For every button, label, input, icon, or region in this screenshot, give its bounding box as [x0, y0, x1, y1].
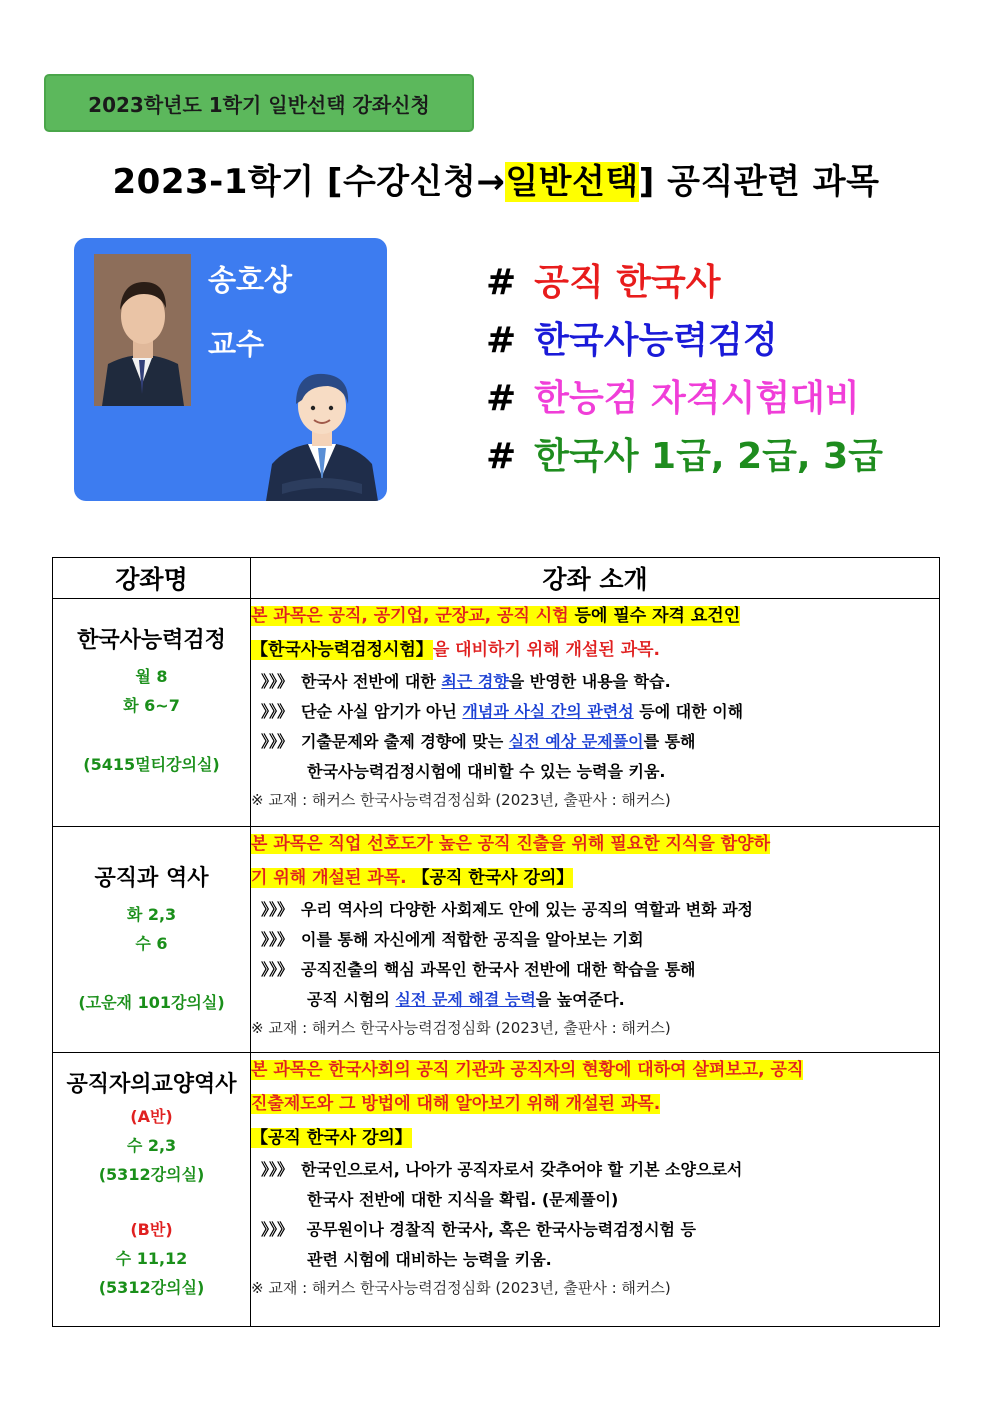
bullet-text: 기출문제와 출제 경향에 맞는 [301, 732, 509, 751]
bullet-marker: 》》》 [261, 960, 294, 979]
course-schedule: 화 6~7 [123, 696, 180, 715]
intro-text: 진출제도와 그 방법에 대해 알아보기 위해 개설된 과목. [251, 1094, 661, 1114]
intro-text: 【공직 한국사 강의】 [412, 868, 574, 888]
topic-tags [486, 254, 883, 486]
header-course-name: 강좌명 [53, 558, 251, 599]
course-intro-cell [251, 1053, 940, 1327]
table-header-row [53, 558, 940, 599]
bullet-text: 단순 사실 암기가 아닌 [301, 702, 463, 721]
semester-badge: 2023학년도 1학기 일반선택 강좌신청 [44, 74, 474, 132]
intro-text: 본 과목은 공직, 공기업, 군장교, 공직 시험 [251, 606, 569, 626]
bullet-continuation: 공직 시험의 [307, 990, 396, 1009]
textbook-reference: ※ 교재 : 해커스 한국사능력검정심화 (2023년, 출판사 : 해커스) [251, 1019, 671, 1037]
businessman-illustration [262, 360, 382, 501]
tag-hash: # [486, 262, 517, 303]
bullet-text: 우리 역사의 다양한 사회제도 안에 있는 공직의 역할과 변화 과정 [301, 900, 754, 919]
bullet-continuation: 관련 시험에 대비하는 능력을 키움. [307, 1250, 552, 1269]
course-name: 공직자의교양역사 [66, 1072, 237, 1097]
textbook-reference: ※ 교재 : 해커스 한국사능력검정심화 (2023년, 출판사 : 해커스) [251, 791, 671, 809]
course-name-cell [53, 599, 251, 827]
tag-item [486, 370, 883, 428]
course-schedule: 수 11,12 [115, 1249, 188, 1268]
bullet-emphasis: 실전 예상 문제풀이 [508, 732, 644, 751]
page-title [0, 152, 992, 212]
intro-text: 【한국사능력검정시험】 [251, 640, 433, 660]
table-row [53, 827, 940, 1053]
professor-title: 교수 [208, 327, 265, 361]
professor-card [74, 238, 387, 501]
bullet-item [251, 1155, 939, 1215]
tag-item [486, 428, 883, 486]
bullet-marker: 》》》 [261, 900, 294, 919]
bullet-item [251, 925, 939, 955]
table-row [53, 599, 940, 827]
bullet-marker: 》》》 [261, 1220, 294, 1239]
bullet-item [251, 955, 939, 1015]
intro-text: 【공직 한국사 강의】 [251, 1128, 412, 1148]
course-name-cell [53, 827, 251, 1053]
course-schedule: 수 2,3 [126, 1136, 177, 1155]
bullet-text: 등에 대한 이해 [633, 702, 744, 721]
bullet-item [251, 667, 939, 697]
section-label: (B반) [130, 1220, 173, 1239]
tag-text: 한능검 자격시험대비 [534, 378, 860, 419]
bullet-text: 한국인으로서, 나아가 공직자로서 갖추어야 할 기본 소양으로서 [301, 1160, 743, 1179]
course-schedule: 화 2,3 [126, 905, 177, 924]
bullet-emphasis: 최근 경향 [441, 672, 509, 691]
intro-text: 등에 필수 자격 요건인 [568, 606, 741, 626]
textbook-reference: ※ 교재 : 해커스 한국사능력검정심화 (2023년, 출판사 : 해커스) [251, 1279, 671, 1297]
bullet-text: 한국사 전반에 대한 [301, 672, 442, 691]
title-highlight: 일반선택 [505, 162, 639, 202]
intro-text: 본 과목은 직업 선호도가 높은 공직 진출을 위해 필요한 지식을 함양하 [251, 834, 770, 854]
bullet-text: 이를 통해 자신에게 적합한 공직을 알아보는 기회 [301, 930, 644, 949]
course-intro-cell [251, 827, 940, 1053]
professor-photo [94, 254, 191, 406]
bullet-item [251, 697, 939, 727]
bullet-item [251, 1215, 939, 1275]
bullet-text: 을 반영한 내용을 학습. [508, 672, 671, 691]
intro-text: 본 과목은 한국사회의 공직 기관과 공직자의 현황에 대하여 살펴보고, 공직 [251, 1060, 804, 1080]
bullet-continuation: 한국사 전반에 대한 지식을 확립. (문제풀이) [307, 1190, 619, 1209]
bullet-item [251, 727, 939, 787]
tag-text: 공직 한국사 [534, 262, 721, 303]
title-suffix: ] 공직관련 과목 [638, 162, 880, 202]
bullet-marker: 》》》 [261, 672, 294, 691]
header-course-intro: 강좌 소개 [251, 558, 940, 599]
course-schedule: 수 6 [135, 934, 168, 953]
course-name: 공직과 역사 [94, 866, 209, 891]
section-label: (A반) [130, 1107, 173, 1126]
course-name-cell [53, 1053, 251, 1327]
course-intro-cell [251, 599, 940, 827]
bullet-marker: 》》》 [261, 732, 294, 751]
intro-text: 기 위해 개설된 과목. [251, 868, 413, 888]
course-table [52, 557, 940, 1327]
bullet-text: 공무원이나 경찰직 한국사, 혹은 한국사능력검정시험 등 [301, 1220, 697, 1239]
title-prefix: 2023-1학기 [수강신청→ [112, 162, 506, 202]
tag-text: 한국사 1급, 2급, 3급 [534, 436, 883, 477]
course-room: (5312강의실) [98, 1278, 205, 1297]
bullet-marker: 》》》 [261, 702, 294, 721]
course-room: (5312강의실) [98, 1165, 205, 1184]
course-name: 한국사능력검정 [77, 628, 226, 653]
professor-name: 송호상 [208, 263, 293, 297]
tag-hash: # [486, 320, 517, 361]
course-room: (고운재 101강의실) [78, 993, 225, 1012]
tag-item [486, 254, 883, 312]
bullet-text: 를 통해 [643, 732, 696, 751]
bullet-marker: 》》》 [261, 1160, 294, 1179]
table-row [53, 1053, 940, 1327]
bullet-continuation: 한국사능력검정시험에 대비할 수 있는 능력을 키움. [307, 762, 666, 781]
course-room: (5415멀티강의실) [83, 755, 220, 774]
bullet-text: 공직진출의 핵심 과목인 한국사 전반에 대한 학습을 통해 [301, 960, 696, 979]
tag-item [486, 312, 883, 370]
tag-hash: # [486, 378, 517, 419]
bullet-marker: 》》》 [261, 930, 294, 949]
bullet-item [251, 895, 939, 925]
bullet-emphasis: 실전 문제 해결 능력 [395, 990, 536, 1009]
intro-text: 을 대비하기 위해 개설된 과목. [432, 640, 661, 660]
tag-text: 한국사능력검정 [534, 320, 778, 361]
tag-hash: # [486, 436, 517, 477]
bullet-emphasis: 개념과 사실 간의 관련성 [462, 702, 634, 721]
bullet-continuation: 을 높여준다. [535, 990, 625, 1009]
course-schedule: 월 8 [135, 667, 168, 686]
